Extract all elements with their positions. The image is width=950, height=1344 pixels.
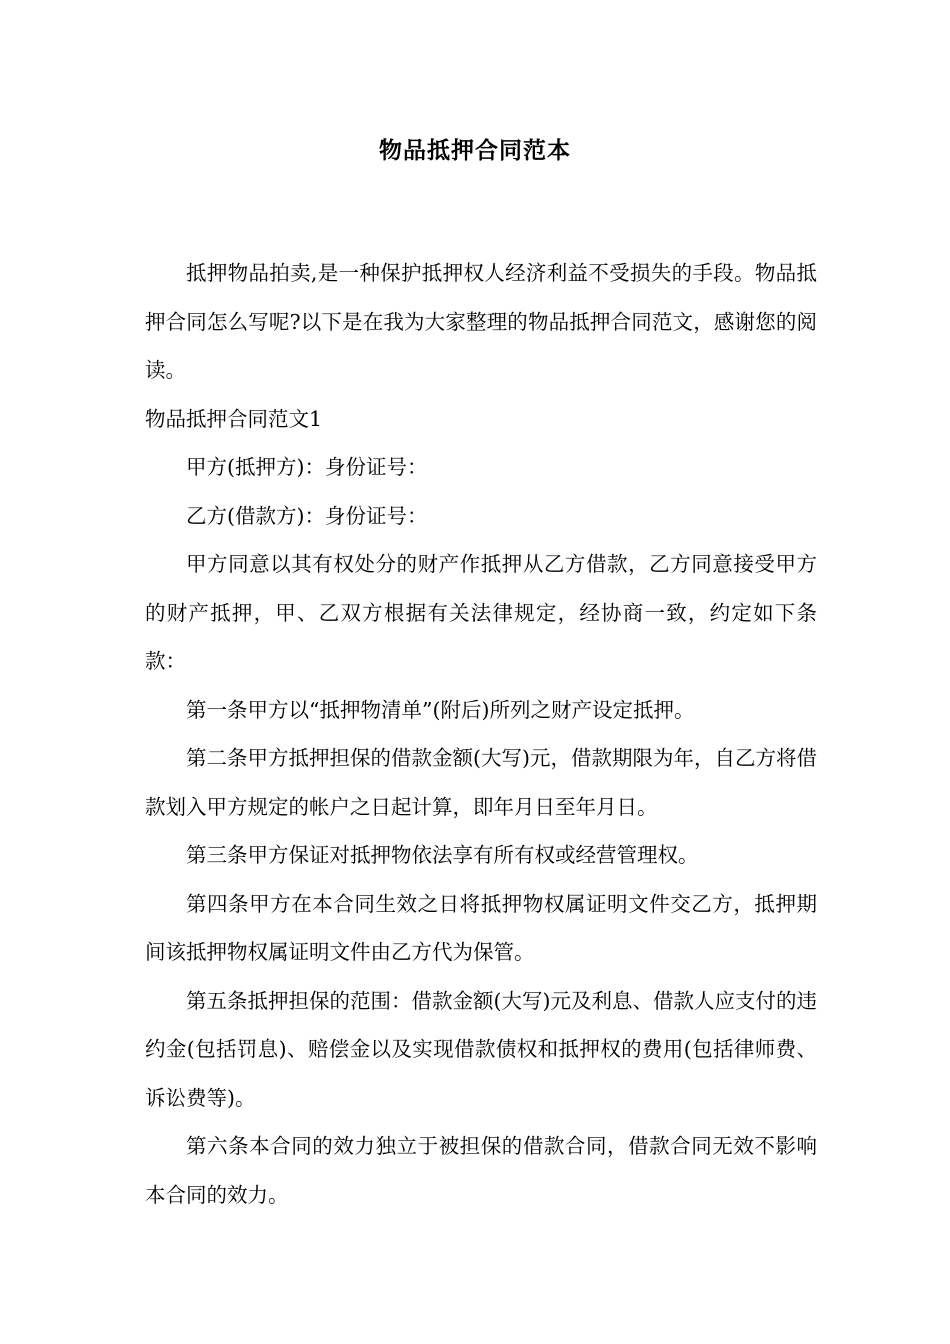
section-heading: 物品抵押合同范文1 [145, 406, 323, 431]
document-body [145, 249, 817, 1219]
clause-3: 第三条甲方保证对抵押物依法享有所有权或经营管理权。 [186, 843, 699, 867]
clause-6: 第六条本合同的效力独立于被担保的借款合同，借款合同无效不影响本合同的效力。 [145, 1134, 817, 1207]
paragraph-agreement: 甲方同意以其有权处分的财产作抵押从乙方借款，乙方同意接受甲方的财产抵押，甲、乙双方根据有关法律规定，经协商一致，约定如下条款： [145, 552, 817, 673]
paragraph-intro: 抵押物品拍卖,是一种保护抵押权人经济利益不受损失的手段。物品抵押合同怎么写呢?以下是在我为大家整理的物品抵押合同范文，感谢您的阅读。 [145, 261, 817, 382]
document-title: 物品抵押合同范本 [379, 138, 571, 164]
clause-4: 第四条甲方在本合同生效之日将抵押物权属证明文件交乙方，抵押期间该抵押物权属证明文件由乙方代为保管。 [145, 891, 817, 964]
clause-2: 第二条甲方抵押担保的借款金额(大写)元，借款期限为年，自乙方将借款划入甲方规定的帐户之日起计算，即年月日至年月日。 [145, 746, 817, 819]
party-b-line: 乙方(借款方)：身份证号： [186, 503, 428, 528]
clause-1: 第一条甲方以“抵押物清单”(附后)所列之财产设定抵押。 [186, 697, 695, 722]
clause-5: 第五条抵押担保的范围：借款金额(大写)元及利息、借款人应支付的违约金(包括罚息)、赔偿金以及实现借款债权和抵押权的费用(包括律师费、诉讼费等)。 [145, 988, 817, 1110]
party-a-line: 甲方(抵押方)：身份证号： [186, 455, 428, 479]
